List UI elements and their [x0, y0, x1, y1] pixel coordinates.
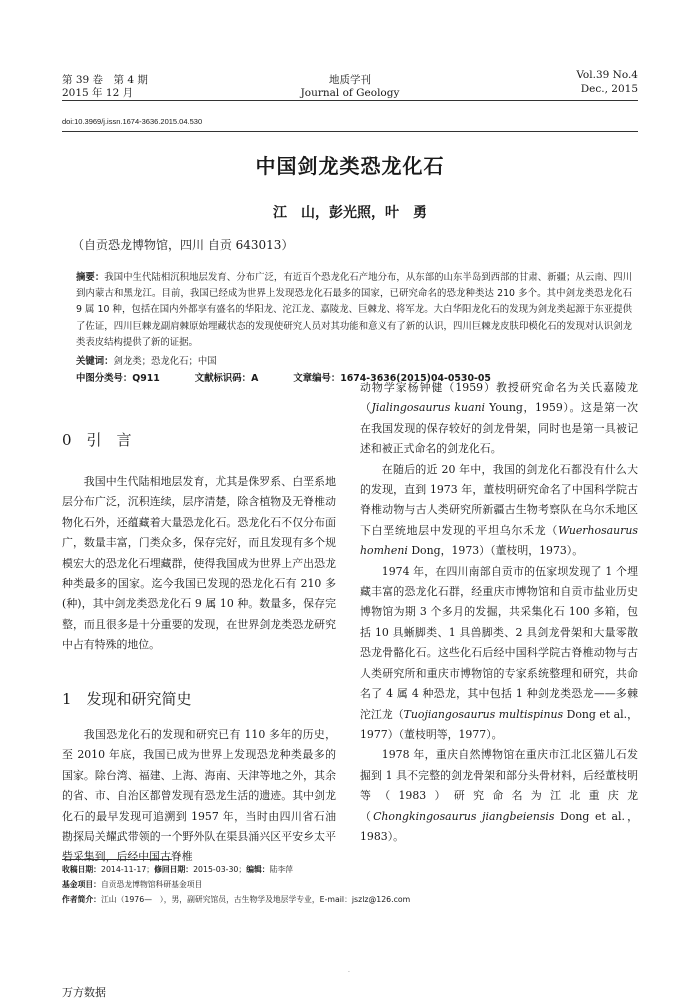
paragraph — [360, 460, 638, 562]
text-run: 1974 年，在四川南部自贡市的伍家坝发现了 1 个埋藏丰富的恐龙化石群，经重庆市博物馆和自贡市盐业历史博物馆为期 3 个多月的发掘，共采集化石 100 多箱，包括 10 具蜥脚类、1 具兽脚类、2 具剑龙骨架和大量零散恐龙骨骼化石。这些化石后经中国科学院古脊椎动物与古人类研究所和重庆市博物馆的专家系统整理和研究，共命名了 4 属 4 种恐龙，其中包括 1 种剑龙类恐龙——多棘沱江龙（ — [360, 564, 638, 721]
footnote-dates — [62, 862, 642, 877]
text-run: Dong，1973）（董枝明，1973）。 — [407, 544, 584, 558]
editor-label: 编辑： — [246, 865, 270, 874]
paragraph — [360, 378, 638, 460]
section-1-heading: 1 发现和研究简史 — [62, 690, 192, 708]
abstract-label: 摘要： — [76, 272, 105, 283]
revised-date: 2015-03-30； — [193, 865, 247, 874]
text-run: Dong et al.，1983）。 — [360, 809, 638, 843]
paragraph: 我国中生代陆相地层发育，尤其是侏罗系、白垩系地层分布广泛，沉积连续，层序清楚，除含植物及无脊椎动物化石外，还蕴藏着大量恐龙化石。恐龙化石不仅分布面广，数量丰富，门类众多，保存完好，而且发现有多个规模宏大的恐龙化石埋藏群，使得我国成为世界上产出恐龙种类最多的国家。迄今我国已发现的恐龙化石有 210 多(种)，其中剑龙类恐龙化石 9 属 10 种。数量多，保存完整，而且很多是十分重要的发现，在世界剑龙类恐龙研究中占有特殊的地位。 — [62, 475, 336, 652]
received-date: 2014-11-17； — [100, 865, 155, 874]
section-1-body — [62, 725, 336, 868]
running-header-right — [576, 68, 638, 96]
article-number-label: 文章编号： — [293, 373, 341, 384]
watermark: 万方数据 — [62, 986, 106, 999]
text-run: 动物学家杨钟健（1959）教授研究命名为关氏嘉陵龙（ — [360, 381, 638, 415]
species-name: Tuojiangosaurus multispinus — [403, 707, 564, 721]
clc-value: Q911 — [132, 373, 160, 384]
doc-code-label: 文献标识码： — [194, 373, 252, 384]
keywords-text: 剑龙类；恐龙化石；中国 — [113, 356, 217, 367]
doc-code — [195, 373, 259, 384]
author-bio: 江山（1976— ），男，副研究馆员，古生物学及地层学专业，E-mail：jszlz@126.com — [100, 895, 411, 904]
clc — [76, 373, 160, 384]
revised-label: 修回日期： — [154, 865, 194, 874]
keywords-label: 关键词： — [76, 356, 114, 367]
volume-issue-en: Vol.39 No.4 — [576, 69, 638, 81]
abstract-text: 我国中生代陆相沉积地层发育、分布广泛，有近百个恐龙化石产地分布，从东部的山东半岛到西部的甘肃、新疆；从云南、四川到内蒙古和黑龙江。目前，我国已经成为世界上发现恐龙化石最多的国家，已研究命名的恐龙种类达 210 多个。其中剑龙类恐龙化石 9 属 10 种，包括在国内外都享有盛名的华阳龙、沱江龙、嘉陵龙、巨棘龙、将军龙。大白华阳龙化石的发现为剑龙类起源于东亚提供了佐证，四川巨棘龙副肩棘原始埋藏状态的发现使研究人员对其功能和意义有了新的认识，四川巨棘龙皮肤印模化石的发现对认识剑龙类表皮结构提供了新的证据。 — [76, 272, 632, 348]
header-rule — [62, 100, 638, 101]
right-column — [360, 378, 638, 847]
abstract — [76, 270, 632, 351]
volume-issue: 第 39 卷 第 4 期 — [62, 74, 148, 86]
authors: 江 山，彭光照，叶 勇 — [273, 205, 427, 221]
species-name: Chongkingosaurus jiangbeiensis — [373, 809, 555, 823]
fund: 自贡恐龙博物馆科研基金项目 — [100, 880, 203, 889]
section-0-body — [62, 472, 336, 656]
doc-code-value: A — [251, 373, 259, 384]
clc-label: 中图分类号： — [76, 373, 133, 384]
footnote — [62, 862, 642, 907]
author-bio-label: 作者简介： — [62, 895, 101, 904]
paragraph — [360, 745, 638, 847]
editor: 陆李萍 — [269, 865, 293, 874]
doi: doi:10.3969/j.issn.1674-3636.2015.04.530 — [62, 117, 203, 126]
journal-name-cn: 地质学刊 — [329, 74, 371, 86]
article-number-value: 1674-3636(2015)04-0530-05 — [340, 373, 491, 384]
paragraph: 我国恐龙化石的发现和研究已有 110 多年的历史，至 2010 年底，我国已成为世界上发现恐龙种类最多的国家。除台湾、福建、上海、海南、天津等地之外，其余的省、市、自治区都曾发现有恐龙生活的遗迹。其中剑龙化石的最早发现可追溯到 1957 年，当时由四川省石油勘探局关耀武带领的一个野外队在渠县涌兴区平安乡太平砦采集到，后经中国古脊椎 — [62, 728, 336, 864]
fund-label: 基金项目： — [62, 880, 101, 889]
text-run: 在随后的近 20 年中，我国的剑龙化石都没有什么大的发现，直到 1973 年，董枝明研究命名了中国科学院古脊椎动物与古人类研究所新疆古生物考察队在乌尔禾地区下白垩统地层中发现的平坦乌尔禾龙（ — [360, 462, 638, 537]
species-name: Wuerhosaurus homheni — [360, 523, 638, 558]
issue-date: 2015 年 12 月 — [62, 87, 134, 99]
paragraph — [360, 562, 638, 746]
received-label: 收稿日期： — [62, 865, 101, 874]
keywords — [76, 353, 217, 367]
article-title: 中国剑龙类恐龙化石 — [255, 154, 445, 178]
species-name: Jialingosaurus kuani — [371, 401, 485, 415]
footnote-fund — [62, 877, 642, 892]
text-run: Young，1959）。这是第一次在我国发现的保存较好的剑龙骨架，同时也是第一具被记述和被正式命名的剑龙化石。 — [360, 401, 638, 456]
affiliation: （自贡恐龙博物馆，四川 自贡 643013） — [72, 238, 294, 252]
footnote-author — [62, 892, 642, 907]
text-run: 1978 年，重庆自然博物馆在重庆市江北区猫儿石发掘到 1 具不完整的剑龙骨架和部分头骨材料，后经董枝明等（1983）研究命名为江北重庆龙（ — [360, 748, 638, 823]
issue-date-en: Dec., 2015 — [580, 83, 638, 95]
footnote-rule — [62, 859, 172, 860]
section-0-heading: 0 引 言 — [62, 431, 132, 449]
journal-name-en: Journal of Geology — [300, 87, 400, 99]
small-mark: . — [348, 967, 350, 974]
text-run: Dong et al.，1977）（董枝明等，1977）。 — [360, 707, 638, 741]
doi-rule — [62, 131, 638, 132]
